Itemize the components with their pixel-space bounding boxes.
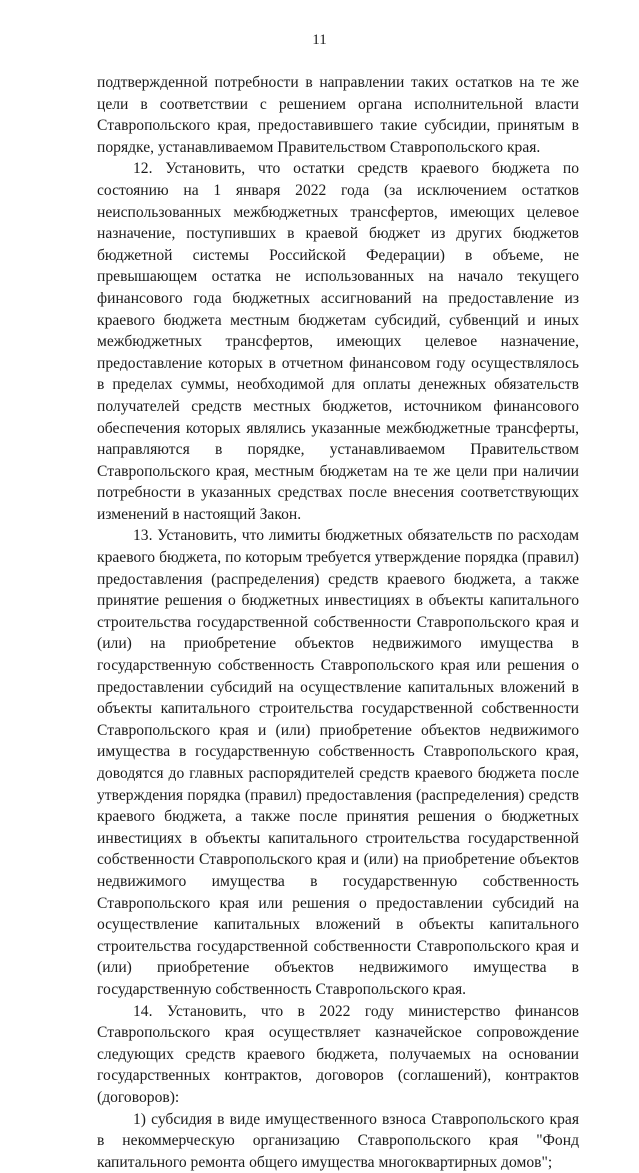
paragraph-item-12: 12. Установить, что остатки средств краевого бюджета по состоянию на 1 января 2022 года (за исключением остатков неиспользованных межбюджетных трансфертов, имеющих целевое назначение, поступивших в краевой бюджет из других бюджетов бюджетной системы Российской Федерации) в объеме, не превышающем остатка не использованных на начало текущего финансового года бюджетных ассигнований на предоставление из краевого бюджета местным бюджетам субсидий, субвенций и иных межбюджетных трансфертов, имеющих целевое назначение, предоставление которых в отчетном финансовом году осуществлялось в пределах суммы, необходимой для оплаты денежных обязательств получателей средств местных бюджетов, источником финансового обеспечения которых являлись указанные межбюджетные трансферты, направляются в порядке, устанавливаемом Правительством Ставропольского края, местным бюджетам на те же цели при наличии потребности в указанных средствах после внесения соответствующих изменений в настоящий Закон. bbox=[97, 158, 579, 525]
paragraph-continuation: подтвержденной потребности в направлении таких остатков на те же цели в соответствии с решением органа исполнительной власти Ставропольского края, предоставившего такие субсидии, принятым в порядке, устанавливаемом Правительством Ставропольского края. bbox=[97, 72, 579, 158]
document-body bbox=[97, 72, 579, 1173]
page-number: 11 bbox=[0, 32, 639, 49]
paragraph-item-13: 13. Установить, что лимиты бюджетных обязательств по расходам краевого бюджета, по которым требуется утверждение порядка (правил) предоставления (распределения) средств краевого бюджета, а также принятие решения о бюджетных инвестициях в объекты капитального строительства государственной собственности Ставропольского края и (или) на приобретение объектов недвижимого имущества в государственную собственность Ставропольского края или решения о предоставлении субсидий на осуществление капитальных вложений в объекты капитального строительства государственной собственности Ставропольского края и (или) приобретение объектов недвижимого имущества в государственную собственность Ставропольского края, доводятся до главных распорядителей средств краевого бюджета после утверждения порядка (правил) предоставления (распределения) средств краевого бюджета, а также после принятия решения о бюджетных инвестициях в объекты капитального строительства государственной собственности Ставропольского края и (или) на приобретение объектов недвижимого имущества в государственную собственность Ставропольского края или решения о предоставлении субсидий на осуществление капитальных вложений в объекты капитального строительства государственной собственности Ставропольского края и (или) приобретение объектов недвижимого имущества в государственную собственность Ставропольского края. bbox=[97, 525, 579, 1000]
paragraph-item-14: 14. Установить, что в 2022 году министерство финансов Ставропольского края осуществляет казначейское сопровождение следующих средств краевого бюджета, получаемых на основании государственных контрактов, договоров (соглашений), контрактов (договоров): bbox=[97, 1001, 579, 1109]
paragraph-subitem-1: 1) субсидия в виде имущественного взноса Ставропольского края в некоммерческую организацию Ставропольского края "Фонд капитального ремонта общего имущества многоквартирных домов"; bbox=[97, 1109, 579, 1173]
